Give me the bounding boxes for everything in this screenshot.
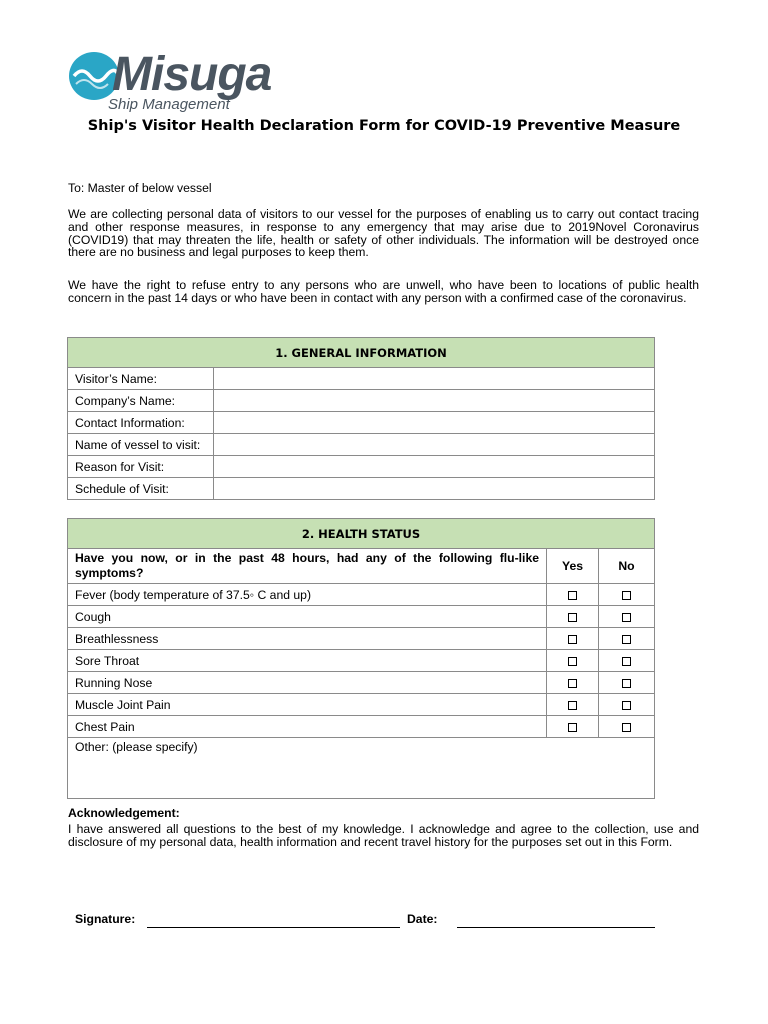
muscle-joint-pain-no-checkbox[interactable] (622, 701, 631, 710)
table-row (68, 650, 655, 672)
table-row (68, 456, 655, 478)
chest-pain-no-checkbox[interactable] (622, 723, 631, 732)
symptom-label: Cough (68, 606, 547, 628)
company-name-field[interactable] (214, 390, 655, 412)
sore-throat-no-checkbox[interactable] (622, 657, 631, 666)
date-line[interactable] (457, 927, 655, 928)
signature-label: Signature: (75, 912, 136, 926)
symptom-label: Sore Throat (68, 650, 547, 672)
addressee: To: Master of below vessel (68, 181, 212, 195)
acknowledgement-heading: Acknowledgement: (68, 806, 180, 820)
general-info-heading: 1. GENERAL INFORMATION (68, 338, 655, 368)
breathlessness-yes-checkbox[interactable] (568, 635, 577, 644)
symptom-label: Running Nose (68, 672, 547, 694)
yes-column-header: Yes (547, 549, 599, 584)
vessel-name-field[interactable] (214, 434, 655, 456)
intro-paragraph-2: We have the right to refuse entry to any persons who are unwell, who have been to locations of public health concern in the past 14 days or who have been in contact with any person with a confirmed case of the coronavirus. (68, 278, 699, 305)
intro-paragraph-1: We are collecting personal data of visitors to our vessel for the purposes of enabling us to carry out contact tracing and other response measures, in response to any emergency that may arise due to 2019Novel Coronavirus (COVID19) that may threaten the life, health or safety of other individuals. The information will be destroyed once there are no business and legal purposes to keep them. (68, 207, 699, 260)
table-row (68, 628, 655, 650)
breathlessness-no-checkbox[interactable] (622, 635, 631, 644)
general-info-table (67, 337, 655, 500)
contact-info-field[interactable] (214, 412, 655, 434)
field-label: Schedule of Visit: (68, 478, 214, 500)
muscle-joint-pain-yes-checkbox[interactable] (568, 701, 577, 710)
symptom-label: Fever (body temperature of 37.5◦ C and up) (68, 584, 547, 606)
field-label: Contact Information: (68, 412, 214, 434)
sore-throat-yes-checkbox[interactable] (568, 657, 577, 666)
symptom-label: Chest Pain (68, 716, 547, 738)
logo-tagline: Ship Management (108, 96, 230, 113)
other-symptoms-field[interactable] (68, 738, 655, 799)
chest-pain-yes-checkbox[interactable] (568, 723, 577, 732)
table-row (68, 716, 655, 738)
running-nose-yes-checkbox[interactable] (568, 679, 577, 688)
cough-yes-checkbox[interactable] (568, 613, 577, 622)
running-nose-no-checkbox[interactable] (622, 679, 631, 688)
table-row (68, 434, 655, 456)
table-row (68, 672, 655, 694)
visitor-name-field[interactable] (214, 368, 655, 390)
fever-yes-checkbox[interactable] (568, 591, 577, 600)
schedule-of-visit-field[interactable] (214, 478, 655, 500)
symptom-question: Have you now, or in the past 48 hours, had any of the following flu-like symptoms? (68, 549, 547, 584)
table-row (68, 478, 655, 500)
symptom-label: Breathlessness (68, 628, 547, 650)
table-row (68, 412, 655, 434)
other-symptoms-label: Other: (please specify) (75, 740, 198, 754)
reason-for-visit-field[interactable] (214, 456, 655, 478)
logo-name: Misuga (112, 48, 272, 101)
field-label: Visitor’s Name: (68, 368, 214, 390)
table-row (68, 694, 655, 716)
fever-no-checkbox[interactable] (622, 591, 631, 600)
health-status-table (67, 518, 655, 799)
date-label: Date: (407, 912, 438, 926)
cough-no-checkbox[interactable] (622, 613, 631, 622)
no-column-header: No (599, 549, 655, 584)
table-row (68, 584, 655, 606)
table-row (68, 606, 655, 628)
table-row (68, 368, 655, 390)
field-label: Reason for Visit: (68, 456, 214, 478)
field-label: Company’s Name: (68, 390, 214, 412)
table-row (68, 390, 655, 412)
page-title: Ship's Visitor Health Declaration Form for COVID-19 Preventive Measure (87, 118, 681, 134)
field-label: Name of vessel to visit: (68, 434, 214, 456)
acknowledgement-text: I have answered all questions to the best of my knowledge. I acknowledge and agree to the collection, use and disclosure of my personal data, health information and recent travel history for the purposes set out in this Form. (68, 822, 699, 849)
health-status-heading: 2. HEALTH STATUS (68, 519, 655, 549)
company-logo (68, 46, 328, 116)
symptom-label: Muscle Joint Pain (68, 694, 547, 716)
signature-line[interactable] (147, 927, 400, 928)
